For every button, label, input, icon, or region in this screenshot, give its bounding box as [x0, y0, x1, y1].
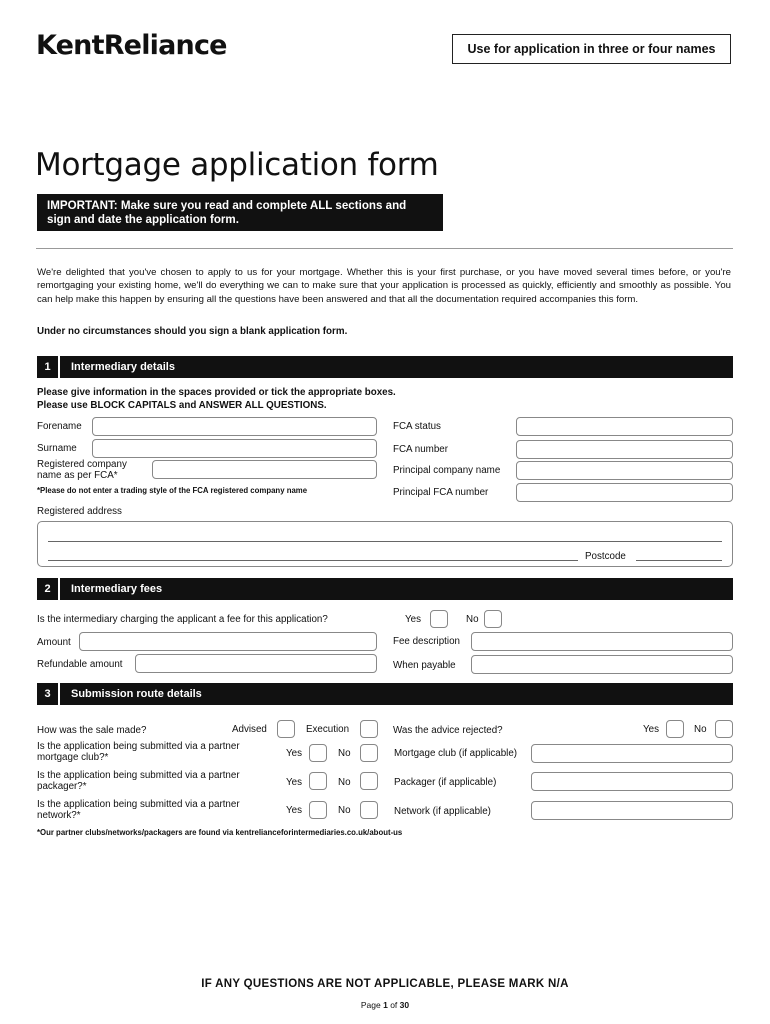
page-current: 1 — [383, 1000, 388, 1010]
company-logo: KentReliance — [36, 30, 227, 61]
address-line-1 — [48, 541, 722, 542]
page-total: 30 — [399, 1000, 410, 1010]
section-header-intermediary-fees — [37, 578, 733, 600]
fca-number-field[interactable] — [516, 440, 733, 459]
how-sale-made-label: How was the sale made? — [37, 725, 147, 736]
blank-form-warning: Under no circumstances should you sign a blank application form. — [37, 326, 348, 337]
packager-yes-label: Yes — [286, 777, 302, 788]
mortgage-club-label: Mortgage club (if applicable) — [394, 748, 518, 759]
registered-address-label: Registered address — [37, 506, 122, 517]
section-number: 2 — [44, 583, 51, 595]
principal-company-name-field[interactable] — [516, 461, 733, 480]
section-separator — [58, 683, 60, 705]
address-line-2 — [48, 560, 578, 561]
section-title: Intermediary fees — [71, 583, 163, 595]
fee-yes-label: Yes — [405, 614, 421, 625]
mortgage-club-no-checkbox[interactable] — [360, 744, 378, 762]
fca-number-label: FCA number — [393, 444, 448, 455]
execution-label: Execution — [306, 724, 350, 735]
packager-field[interactable] — [531, 772, 733, 791]
section-number: 3 — [44, 688, 51, 700]
advice-rejected-yes-label: Yes — [643, 724, 659, 735]
refundable-amount-field[interactable] — [135, 654, 377, 673]
mortgage-club-question: Is the application being submitted via a partner mortgage club?* — [37, 741, 240, 763]
packager-no-checkbox[interactable] — [360, 772, 378, 790]
advice-rejected-no-label: No — [694, 724, 707, 735]
network-yes-checkbox[interactable] — [309, 801, 327, 819]
page-prefix: Page — [360, 1000, 381, 1010]
postcode-label: Postcode — [585, 551, 626, 562]
divider — [36, 248, 733, 249]
intro-text: We're delighted that you've chosen to apply to us for your mortgage. Whether this is your first purchase, or you have moved several times before, or you're remortgaging your existing home, we'll do everything we can to make sure that your application is processed as quickly, efficiently and smoothly as possible. You can help make this happen by ensuring all the questions have been answered and that all the documentation required accompanies this form. — [37, 267, 731, 305]
forename-field[interactable] — [92, 417, 377, 436]
section-title: Submission route details — [71, 688, 202, 700]
postcode-line[interactable] — [636, 560, 722, 561]
section-separator — [58, 356, 60, 378]
section1-instructions-2: Please use BLOCK CAPITALS and ANSWER ALL QUESTIONS. — [37, 400, 327, 411]
advice-rejected-no-checkbox[interactable] — [715, 720, 733, 738]
mortgage-club-no-label: No — [338, 748, 351, 759]
fee-no-label: No — [466, 614, 479, 625]
fee-description-field[interactable] — [471, 632, 733, 651]
registered-address-field[interactable] — [37, 521, 733, 567]
section-number: 1 — [44, 361, 51, 373]
amount-label: Amount — [37, 637, 71, 648]
advice-rejected-label: Was the advice rejected? — [393, 725, 503, 736]
registered-company-label: Registered company name as per FCA* — [37, 459, 127, 481]
principal-fca-number-label: Principal FCA number — [393, 487, 489, 498]
advised-label: Advised — [232, 724, 267, 735]
packager-no-label: No — [338, 777, 351, 788]
page-number — [0, 1000, 770, 1010]
packager-question: Is the application being submitted via a partner packager?* — [37, 770, 240, 792]
section-separator — [58, 578, 60, 600]
network-yes-label: Yes — [286, 805, 302, 816]
page-title: Mortgage application form — [35, 147, 439, 183]
not-applicable-note: IF ANY QUESTIONS ARE NOT APPLICABLE, PLEASE MARK N/A — [201, 978, 569, 990]
packager-label: Packager (if applicable) — [394, 777, 497, 788]
network-no-checkbox[interactable] — [360, 801, 378, 819]
when-payable-label: When payable — [393, 660, 456, 671]
important-notice: IMPORTANT: Make sure you read and complete ALL sections and sign and date the application form. — [37, 194, 443, 231]
partner-note: *Our partner clubs/networks/packagers are found via kentrelianceforintermediaries.co.uk/about-us — [37, 828, 403, 837]
network-question: Is the application being submitted via a partner network?* — [37, 799, 240, 821]
section-header-submission-route — [37, 683, 733, 705]
section-title: Intermediary details — [71, 361, 175, 373]
mortgage-club-yes-checkbox[interactable] — [309, 744, 327, 762]
registered-company-field[interactable] — [152, 460, 377, 479]
network-field[interactable] — [531, 801, 733, 820]
fca-trading-style-note: *Please do not enter a trading style of the FCA registered company name — [37, 486, 308, 495]
fca-status-label: FCA status — [393, 421, 441, 432]
network-no-label: No — [338, 805, 351, 816]
mortgage-club-field[interactable] — [531, 744, 733, 763]
fee-yes-checkbox[interactable] — [430, 610, 448, 628]
fee-description-label: Fee description — [393, 636, 460, 647]
surname-label: Surname — [37, 443, 77, 454]
principal-company-name-label: Principal company name — [393, 465, 501, 476]
mortgage-club-yes-label: Yes — [286, 748, 302, 759]
advice-rejected-yes-checkbox[interactable] — [666, 720, 684, 738]
usage-note: Use for application in three or four names — [452, 34, 731, 64]
fee-no-checkbox[interactable] — [484, 610, 502, 628]
network-label: Network (if applicable) — [394, 806, 491, 817]
principal-fca-number-field[interactable] — [516, 483, 733, 502]
section1-instructions-1: Please give information in the spaces provided or tick the appropriate boxes. — [37, 387, 396, 398]
forename-label: Forename — [37, 421, 82, 432]
when-payable-field[interactable] — [471, 655, 733, 674]
advised-checkbox[interactable] — [277, 720, 295, 738]
amount-field[interactable] — [79, 632, 377, 651]
refundable-amount-label: Refundable amount — [37, 659, 123, 670]
surname-field[interactable] — [92, 439, 377, 458]
fee-question: Is the intermediary charging the applicant a fee for this application? — [37, 614, 328, 625]
section-header-intermediary-details — [37, 356, 733, 378]
execution-checkbox[interactable] — [360, 720, 378, 738]
packager-yes-checkbox[interactable] — [309, 772, 327, 790]
fca-status-field[interactable] — [516, 417, 733, 436]
page-of: of — [390, 1000, 398, 1010]
